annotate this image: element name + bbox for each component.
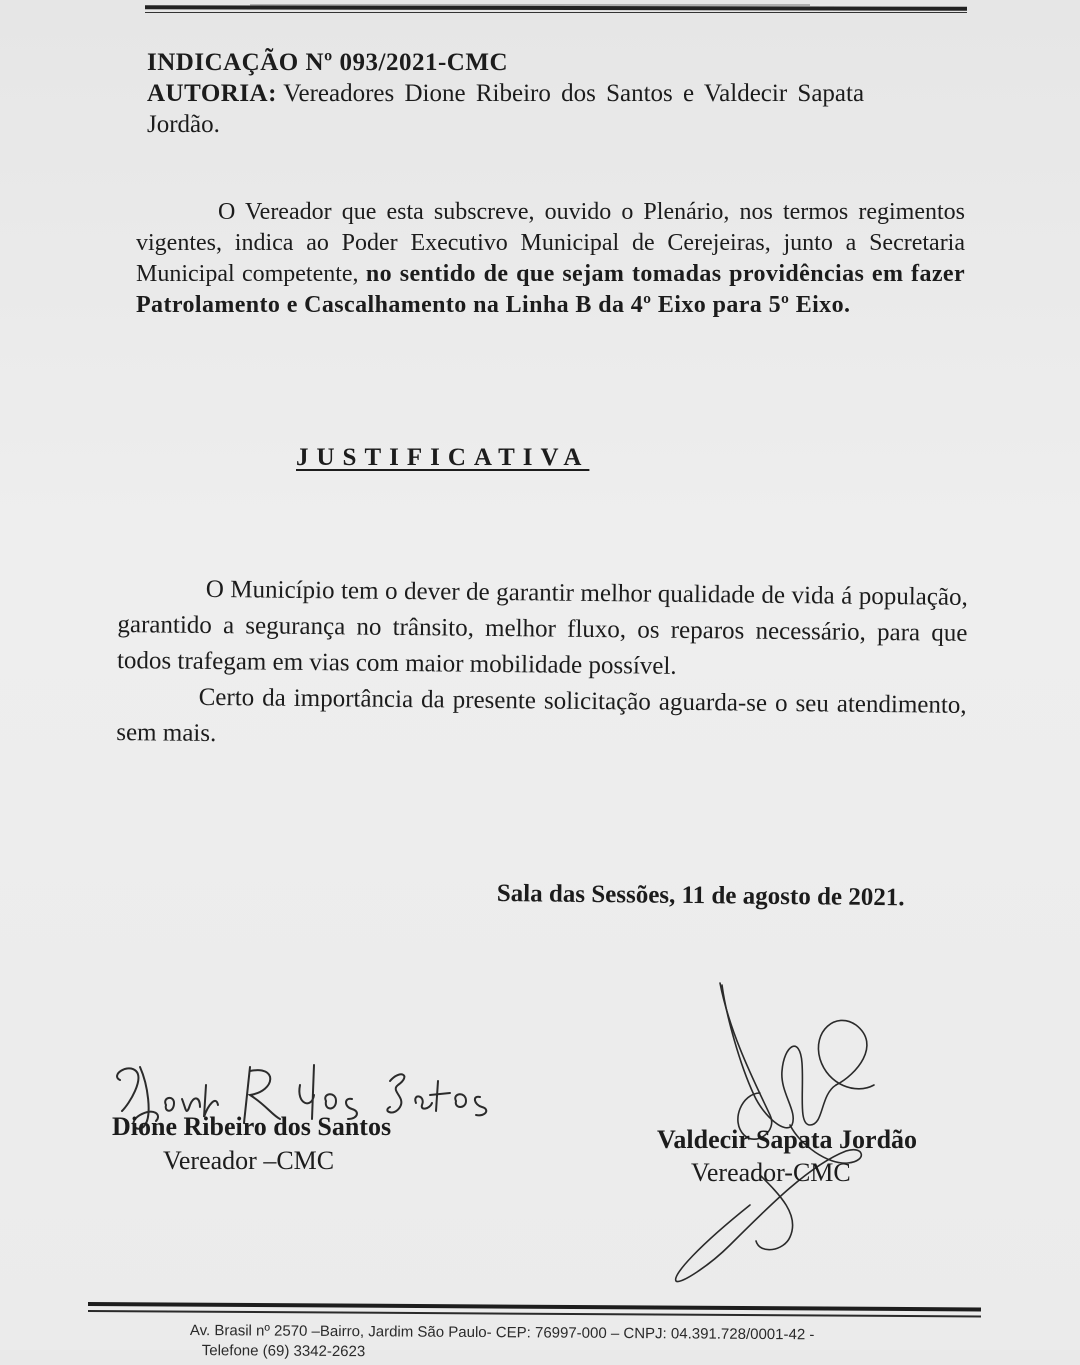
right-signatory-name: Valdecir Sapata Jordão	[657, 1125, 918, 1154]
request-paragraph	[136, 197, 965, 321]
left-signatory-name: Dione Ribeiro dos Santos	[112, 1112, 392, 1141]
authorship-line	[147, 78, 967, 109]
document-header	[147, 47, 967, 140]
place-and-date: Sala das Sessões, 11 de agosto de 2021.	[496, 880, 905, 912]
justification-heading: JUSTIFICATIVA	[296, 444, 590, 471]
justification-paragraph-2: Certo da importância da presente solicitação aguarda-se o seu atendimento, sem mais.	[116, 683, 967, 748]
top-divider-thin	[145, 12, 967, 13]
document-title: INDICAÇÃO Nº 093/2021-CMC	[147, 49, 509, 76]
footer-phone: Telefone (69) 3342-2623	[201, 1342, 366, 1361]
justification-paragraph-1: O Município tem o dever de garantir melhor qualidade de vida á população, garantido a segurança no trânsito, melhor fluxo, os reparos necessário, para que todos trafegam em vias com maior mobilidade possível.	[116, 575, 968, 680]
request-bold-text: no sentido de que sejam tomadas providências em fazer Patrolamento e Cascalhamento na Linha B da 4º Eixo para 5º Eixo.	[136, 261, 966, 318]
left-signatory-role: Vereador –CMC	[163, 1146, 335, 1175]
footer-divider-thin	[88, 1310, 981, 1317]
authors-text-continued: Jordão.	[147, 111, 220, 138]
top-divider	[145, 5, 967, 10]
request-text: O Vereador que esta subscreve, ouvido o Plenário, nos termos regimentos vigentes, indica ao Poder Executivo Municipal de Cerejeiras, junto a Secretaria Municipal competente,	[136, 199, 965, 287]
justification-body	[116, 571, 968, 760]
footer-address: Av. Brasil nº 2570 –Bairro, Jardim São Paulo- CEP: 76997-000 – CNPJ: 04.391.728/0001-42 -	[189, 1322, 815, 1344]
authorship-label: AUTORIA:	[147, 80, 277, 107]
authors-text: Vereadores Dione Ribeiro dos Santos e Valdecir Sapata	[283, 80, 865, 107]
footer-address-block	[190, 1321, 815, 1365]
right-signatory-role: Vereador-CMC	[691, 1158, 851, 1187]
